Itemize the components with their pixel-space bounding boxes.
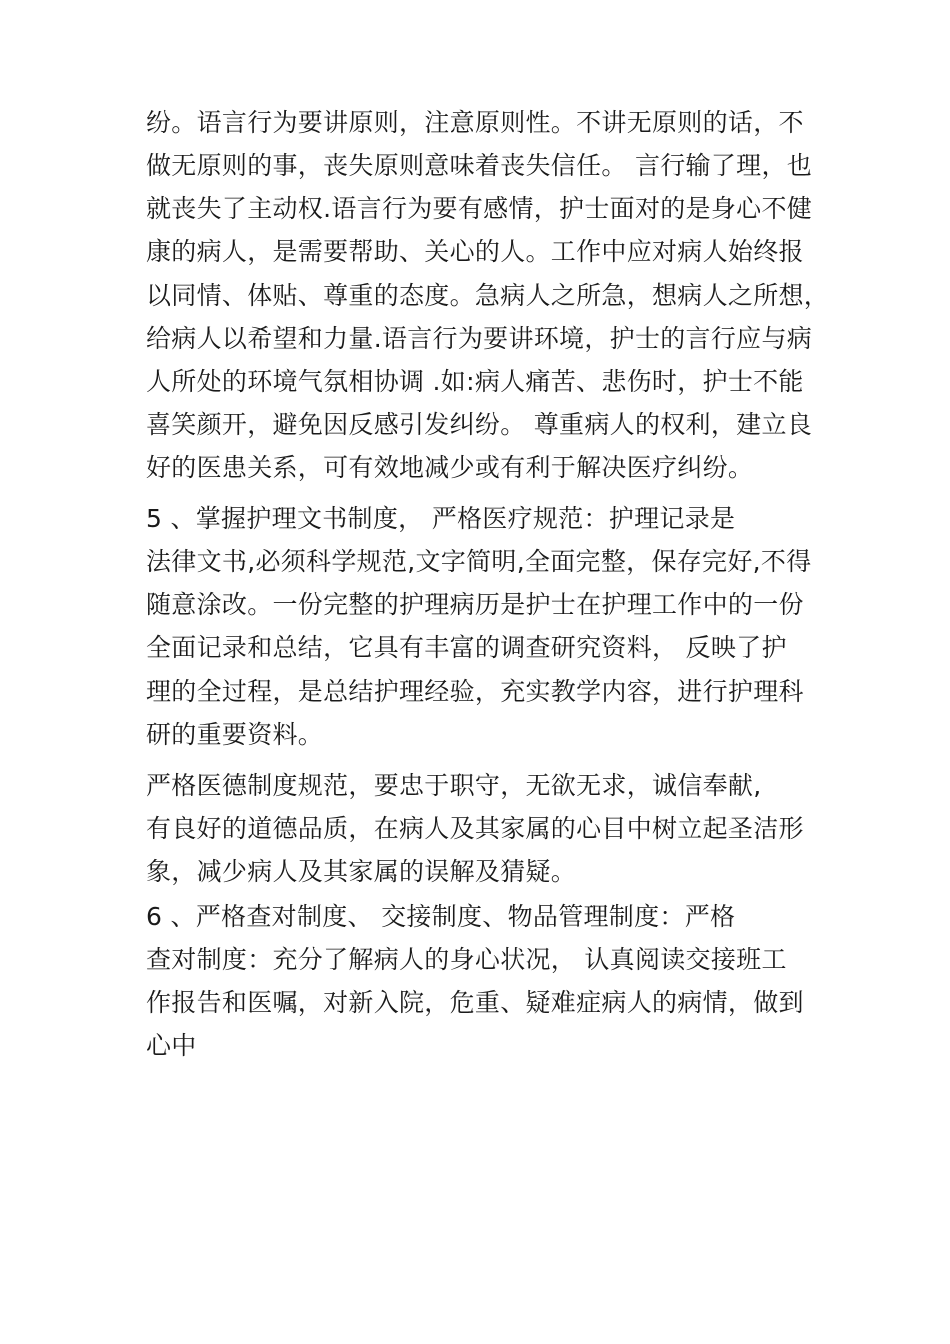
text-line: 法律文书,必须科学规范,文字简明,全面完整，保存完好,不得 (146, 547, 812, 576)
text-line: 人所处的环境气氛相协调 .如:病人痛苦、悲伤时，护士不能 (146, 367, 804, 396)
text-line: 全面记录和总结，它具有丰富的调查研究资料， 反映了护 (146, 633, 787, 662)
text-line: 查对制度：充分了解病人的身心状况， 认真阅读交接班工 (146, 945, 787, 974)
text-line: 严格医德制度规范，要忠于职守，无欲无求，诚信奉献, (146, 771, 762, 800)
text-line: 5 、掌握护理文书制度， 严格医疗规范：护理记录是 (146, 504, 736, 533)
text-line: 做无原则的事，丧失原则意味着丧失信任。 言行输了理，也 (146, 151, 813, 180)
text-line: 作报告和医嘱，对新入院，危重、疑难症病人的病情，做到 (146, 988, 804, 1017)
text-line: 好的医患关系，可有效地减少或有利于解决医疗纠纷。 (146, 453, 754, 482)
text-line: 随意涂改。一份完整的护理病历是护士在护理工作中的一份 (146, 590, 804, 619)
text-line: 象，减少病人及其家属的误解及猜疑。 (146, 857, 577, 886)
text-line: 有良好的道德品质，在病人及其家属的心目中树立起圣洁形 (146, 814, 804, 843)
text-line: 给病人以希望和力量.语言行为要讲环境，护士的言行应与病 (146, 324, 813, 353)
text-line: 就丧失了主动权.语言行为要有感情，护士面对的是身心不健 (146, 194, 813, 223)
text-line: 纷。语言行为要讲原则，注意原则性。不讲无原则的话，不 (146, 108, 804, 137)
text-line: 6 、严格查对制度、 交接制度、物品管理制度：严格 (146, 902, 736, 931)
text-line: 理的全过程，是总结护理经验，充实教学内容，进行护理科 (146, 677, 804, 706)
text-line: 喜笑颜开，避免因反感引发纠纷。 尊重病人的权利，建立良 (146, 410, 813, 439)
text-line: 研的重要资料。 (146, 720, 324, 749)
text-line: 心中 (146, 1031, 197, 1060)
text-line: 康的病人，是需要帮助、关心的人。工作中应对病人始终报 (146, 237, 804, 266)
text-line: 以同情、体贴、尊重的态度。急病人之所急，想病人之所想， (146, 281, 830, 310)
